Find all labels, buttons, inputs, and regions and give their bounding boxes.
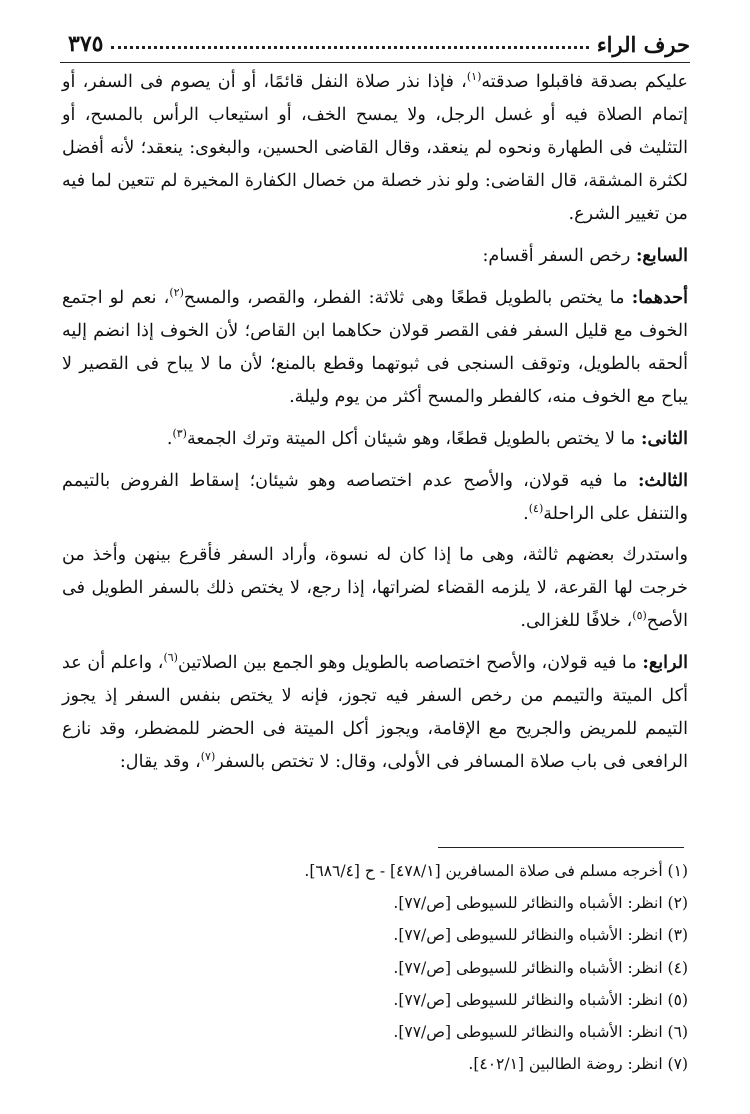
footnote-ref-2: (٢)	[169, 286, 184, 300]
main-text	[62, 66, 688, 787]
footnote-ref-6: (٦)	[163, 651, 178, 665]
paragraph-fourth-category: الرابع: ما فيه قولان، والأصح اختصاصه بالطويل وهو الجمع بين الصلاتين$^{(٦)}$، واعلم أن عد أكل الميتة والتيمم من رخص السفر فيه تجوز، فإنه لا يختص بنفس السفر إذ يجوز التيمم للمريض والجريح مع الإقامة، ويجوز أكل الميتة فى الحضر للمضطر، وقد نازع الرافعى فى باب صلاة المسافر فى الأولى، وقال: لا تختص بالسفر$^{(٧)}$، وقد يقال:	[62, 651, 688, 772]
footnote-7: (٧) انظر: روضة الطالبين [٤٠٢/١].	[468, 1055, 688, 1074]
paragraph-first-category: أحدهما: ما يختص بالطويل قطعًا وهى ثلاثة: الفطر، والقصر، والمسح$^{(٢)}$، نعم لو اجتمع الخوف مع قليل السفر ففى القصر قولان حكاهما ابن القاص؛ لأن الخوف إذا انضم إليه ألحقه بالطويل، وتوقف السنجى فى ثبوتهما وقطع بالمنع؛ لأن ما لا يباح فى القصير لا يباح مع الخوف منه، كالفطر والمسح أكثر من يوم وليلة.	[62, 286, 689, 407]
heading-seventh: السابع:	[635, 245, 688, 266]
footnote-6: (٦) انظر: الأشباه والنظائر للسيوطى [ص/٧٧].	[393, 1023, 688, 1042]
footnote-ref-1: (١)	[466, 70, 482, 84]
heading-first: أحدهما:	[631, 287, 689, 308]
paragraph-addendum: واستدرك بعضهم ثالثة، وهى ما إذا كان له نسوة، وأراد السفر فأقرع بينهن وأخذ من خرجت لها القرعة، لا يلزمه القضاء لضراتها، إذا رجع، لا يختص ذلك بالسفر الطويل فى الأصح$^{(٥)}$، خلافًا للغزالى.	[62, 545, 688, 631]
footnote-1: (١) أخرجه مسلم فى صلاة المسافرين [٤٧٨/١] - ح [٦٨٦/٤].	[304, 862, 688, 880]
heading-fourth: الرابع:	[642, 652, 688, 673]
page-number: ٣٧٥	[68, 31, 104, 57]
footnote-ref-3: (٣)	[172, 427, 187, 441]
footnote-ref-4: (٤)	[528, 502, 544, 516]
footnote-2: (٢) انظر: الأشباه والنظائر للسيوطى [ص/٧٧].	[393, 894, 688, 913]
paragraph-seventh: السابع: رخص السفر أقسام:	[482, 245, 688, 266]
header-rule	[60, 62, 690, 63]
paragraph-second-category: الثانى: ما لا يختص بالطويل قطعًا، وهو شيئان أكل الميتة وترك الجمعة$^{(٣)}$.	[166, 427, 688, 449]
footnote-separator	[438, 847, 684, 848]
paragraph-third-category: الثالث: ما فيه قولان، والأصح عدم اختصاصه وهو شيئان؛ إسقاط الفروض بالتيمم والتنفل على الراحلة$^{(٤)}$.	[62, 470, 688, 524]
footnote-4: (٤) انظر: الأشباه والنظائر للسيوطى [ص/٧٧].	[393, 958, 688, 977]
footnotes	[62, 855, 688, 1080]
chapter-title: حرف الراء	[596, 31, 690, 57]
paragraph-1: عليكم بصدقة فاقبلوا صدقته$^{(١)}$، فإذا نذر صلاة النفل قائمًا، أو أن يصوم فى السفر، أو إتمام الصلاة فيه أو غسل الرجل، ولا يمسح الخف، أو استيعاب الرأس بالمسح، أو التثليث فى الطهارة ونحوه لم ينعقد، وقال القاضى الحسين، والبغوى: ينعقد؛ لأنه أفضل لكثرة المشقة، قال القاضى: ولو نذر خصلة من خصال الكفارة المخيرة لم تتعين لما فيه من تغيير الشرع.	[62, 70, 689, 224]
footnote-3: (٣) انظر: الأشباه والنظائر للسيوطى [ص/٧٧].	[393, 926, 688, 945]
footnote-5: (٥) انظر: الأشباه والنظائر للسيوطى [ص/٧٧].	[393, 990, 688, 1009]
footnote-ref-5: (٥)	[632, 609, 647, 623]
running-header	[68, 26, 690, 62]
footnote-ref-7: (٧)	[200, 750, 216, 764]
heading-third: الثالث:	[637, 470, 688, 491]
heading-second: الثانى:	[641, 428, 688, 449]
header-dot-leader	[111, 46, 588, 49]
